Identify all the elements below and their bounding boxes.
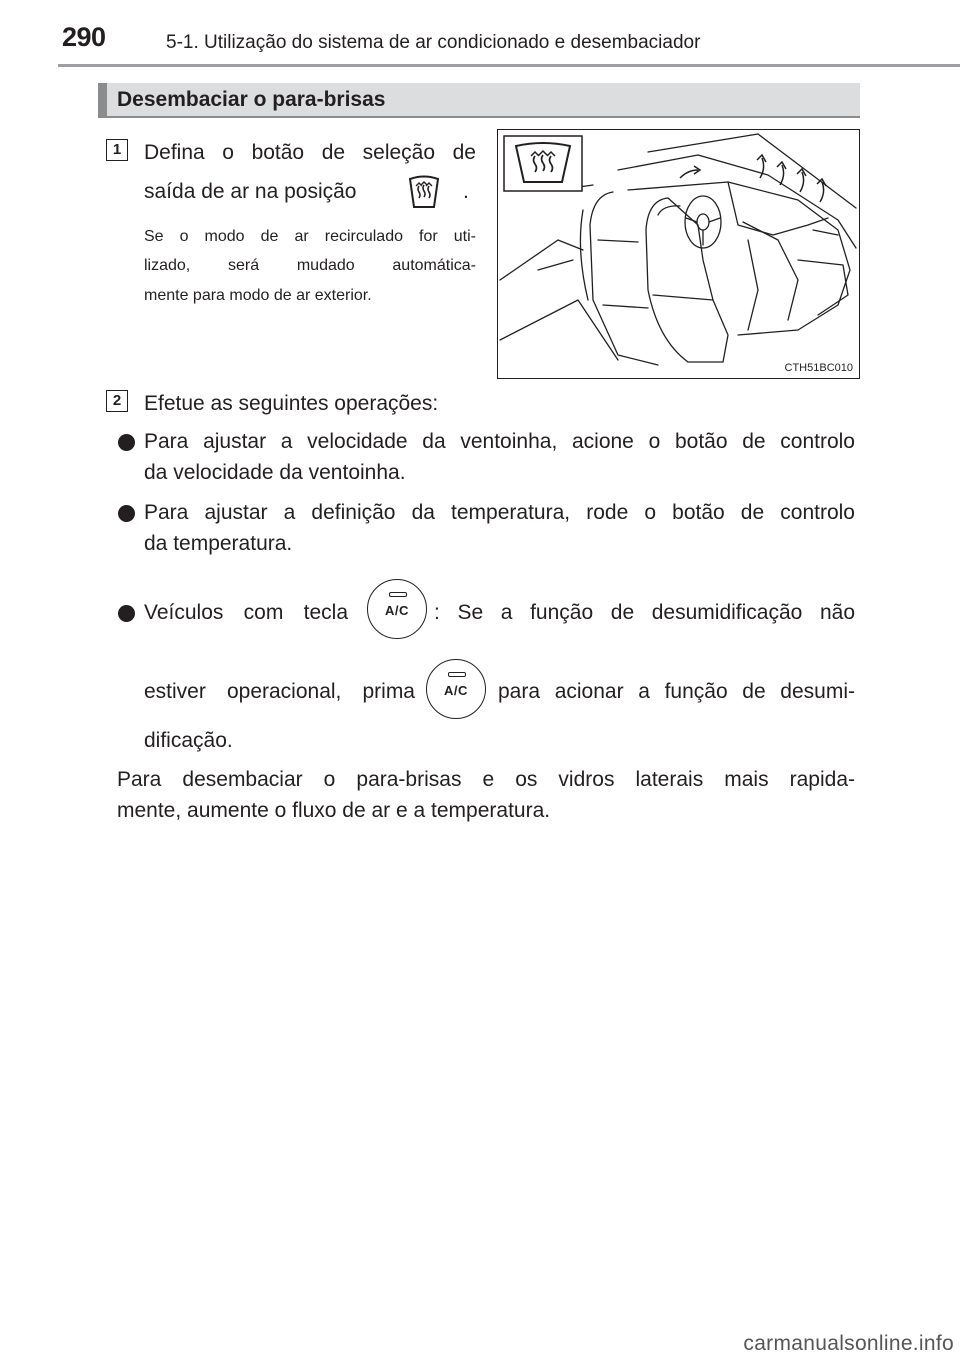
step-1-badge: 1 [106, 139, 128, 161]
bullet-3-text-a: Veículos com tecla [144, 601, 348, 624]
step-1-note-line-1: Se o modo de ar recirculado for uti- [144, 228, 476, 245]
ac-button-icon [367, 579, 427, 639]
ac-indicator-icon-2 [448, 672, 466, 677]
ac-button-icon-2 [426, 659, 486, 719]
section-title: Desembaciar o para-brisas [117, 88, 386, 111]
watermark: carmanualsonline.info [743, 1332, 954, 1355]
figure-code: CTH51BC010 [784, 362, 853, 374]
bullet-3-dot [118, 605, 135, 622]
page-number: 290 [62, 22, 106, 52]
chapter-title: 5-1. Utilização do sistema de ar condicionado e desembaciador [166, 32, 701, 53]
step-1-note-line-2: lizado, será mudado automática- [144, 257, 476, 274]
bullet-2-line-2: da temperatura. [144, 532, 293, 555]
step-1-line-1: Defina o botão de seleção de [144, 141, 476, 164]
bullet-3-text-c: estiver operacional, prima [144, 680, 415, 703]
bullet-1-dot [118, 434, 135, 451]
step-2-badge: 2 [106, 390, 128, 412]
car-interior-illustration [497, 129, 860, 379]
bullet-3-text-b: : Se a função de desumidificação não [434, 601, 855, 624]
step-1-note-line-3: mente para modo de ar exterior. [144, 287, 372, 304]
bullet-1-line-1: Para ajustar a velocidade da ventoinha, acione o botão de controlo [144, 430, 855, 453]
step-1-period: . [463, 180, 469, 203]
closing-line-2: mente, aumente o fluxo de ar e a temperatura. [117, 799, 551, 822]
bullet-2-line-1: Para ajustar a definição da temperatura, rode o botão de controlo [144, 501, 855, 524]
ac-button-label: A/C [385, 603, 409, 618]
header-rule [58, 64, 960, 67]
bullet-1-line-2: da velocidade da ventoinha. [144, 461, 406, 484]
car-interior-drawing [498, 130, 858, 377]
windshield-defrost-icon [407, 174, 441, 210]
ac-button-label-2: A/C [444, 683, 468, 698]
bullet-2-dot [118, 505, 135, 522]
ac-indicator-icon [389, 592, 407, 597]
bullet-3-text-e: dificação. [144, 729, 233, 752]
step-2-intro: Efetue as seguintes operações: [144, 392, 439, 415]
step-1-line-2: saída de ar na posição [144, 180, 357, 203]
closing-line-1: Para desembaciar o para-brisas e os vidros laterais mais rapida- [117, 768, 855, 791]
bullet-3-text-d: para acionar a função de desumi- [498, 680, 855, 703]
